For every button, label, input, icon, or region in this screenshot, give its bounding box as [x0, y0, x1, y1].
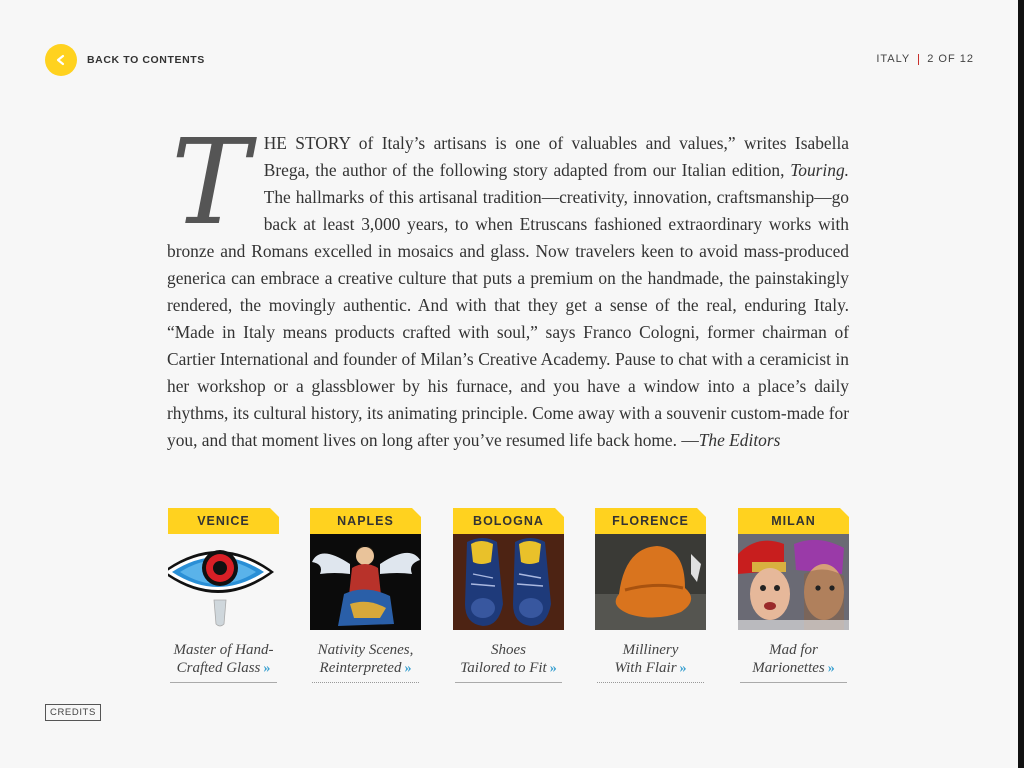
article-signature: The Editors — [698, 430, 781, 450]
card-caption — [312, 641, 419, 683]
caption-line-2: Reinterpreted — [319, 660, 402, 676]
screen-edge — [1018, 0, 1024, 768]
drop-cap: T — [171, 113, 250, 251]
card-bologna[interactable] — [453, 508, 564, 683]
credits-button[interactable]: CREDITS — [45, 704, 101, 721]
caption-line-1: Master of Hand- — [173, 642, 274, 658]
caption-line-2: With Flair — [614, 660, 677, 676]
story-cards — [168, 508, 849, 688]
card-city-label: VENICE — [168, 508, 279, 534]
card-caption — [740, 641, 847, 683]
intro-article — [167, 113, 849, 454]
naples-nativity-angel-image — [310, 534, 421, 630]
chevron-right-icon: » — [827, 661, 835, 676]
card-city-label: BOLOGNA — [453, 508, 564, 534]
card-caption — [455, 641, 562, 683]
chevron-right-icon: » — [679, 661, 687, 676]
chevron-right-icon: » — [549, 661, 557, 676]
back-to-contents-label: BACK TO CONTENTS — [87, 54, 205, 66]
caption-line-2: Tailored to Fit — [460, 660, 547, 676]
back-to-contents-button[interactable] — [45, 44, 205, 76]
article-text-2: The hallmarks of this artisanal tradition—creativity, innovation, craftsmanship—go back at least 3,000 years, to when Etruscans fashioned extraordinary works with bronze and Romans excelled in mosaics and glass. Now travelers keen to avoid mass-produced generica can embrace a creative culture that puts a premium on the handmade, the painstakingly rendered, the movingly authentic. And with that they get a sense of the real, enduring Italy. “Made in Italy means products crafted with soul,” says Franco Cologni, former chairman of Cartier International and founder of Milan’s Creative Academy. Pause to chat with a ceramicist in her workshop or a glassblower by his furnace, and you have a window into a place’s daily rhythms, its cultural history, its animating principle. Come away with a souvenir custom-made for you, and that moment lives on long after you’ve resumed life back home. — — [167, 187, 849, 450]
card-naples[interactable] — [310, 508, 421, 683]
article-publication: Touring. — [790, 160, 849, 180]
florence-hat-image — [595, 534, 706, 630]
caption-line-1: Mad for — [769, 642, 818, 658]
card-milan[interactable] — [738, 508, 849, 683]
card-city-label: FLORENCE — [595, 508, 706, 534]
venice-glass-eye-image — [168, 534, 279, 630]
caption-line-1: Shoes — [491, 642, 526, 658]
milan-marionettes-image — [738, 534, 849, 630]
card-city-label: NAPLES — [310, 508, 421, 534]
article-text-1: HE STORY of Italy’s artisans is one of valuables and values,” writes Isabella Brega, the author of the following story adapted from our Italian edition, — [263, 133, 849, 180]
card-florence[interactable] — [595, 508, 706, 683]
page-indicator — [876, 53, 974, 65]
caption-line-2: Crafted Glass — [176, 660, 261, 676]
caption-line-1: Millinery — [622, 642, 679, 658]
chevron-right-icon: » — [263, 661, 271, 676]
card-caption — [597, 641, 704, 683]
caption-line-2: Marionettes — [752, 660, 825, 676]
caption-line-1: Nativity Scenes, — [317, 642, 414, 658]
card-caption — [170, 641, 277, 683]
section-name: ITALY — [876, 53, 911, 65]
page-count: 2 OF 12 — [927, 53, 974, 65]
card-venice[interactable] — [168, 508, 279, 683]
bologna-shoes-image — [453, 534, 564, 630]
back-arrow-icon — [45, 44, 77, 76]
card-city-label: MILAN — [738, 508, 849, 534]
chevron-right-icon: » — [404, 661, 412, 676]
pager-separator — [918, 54, 919, 65]
